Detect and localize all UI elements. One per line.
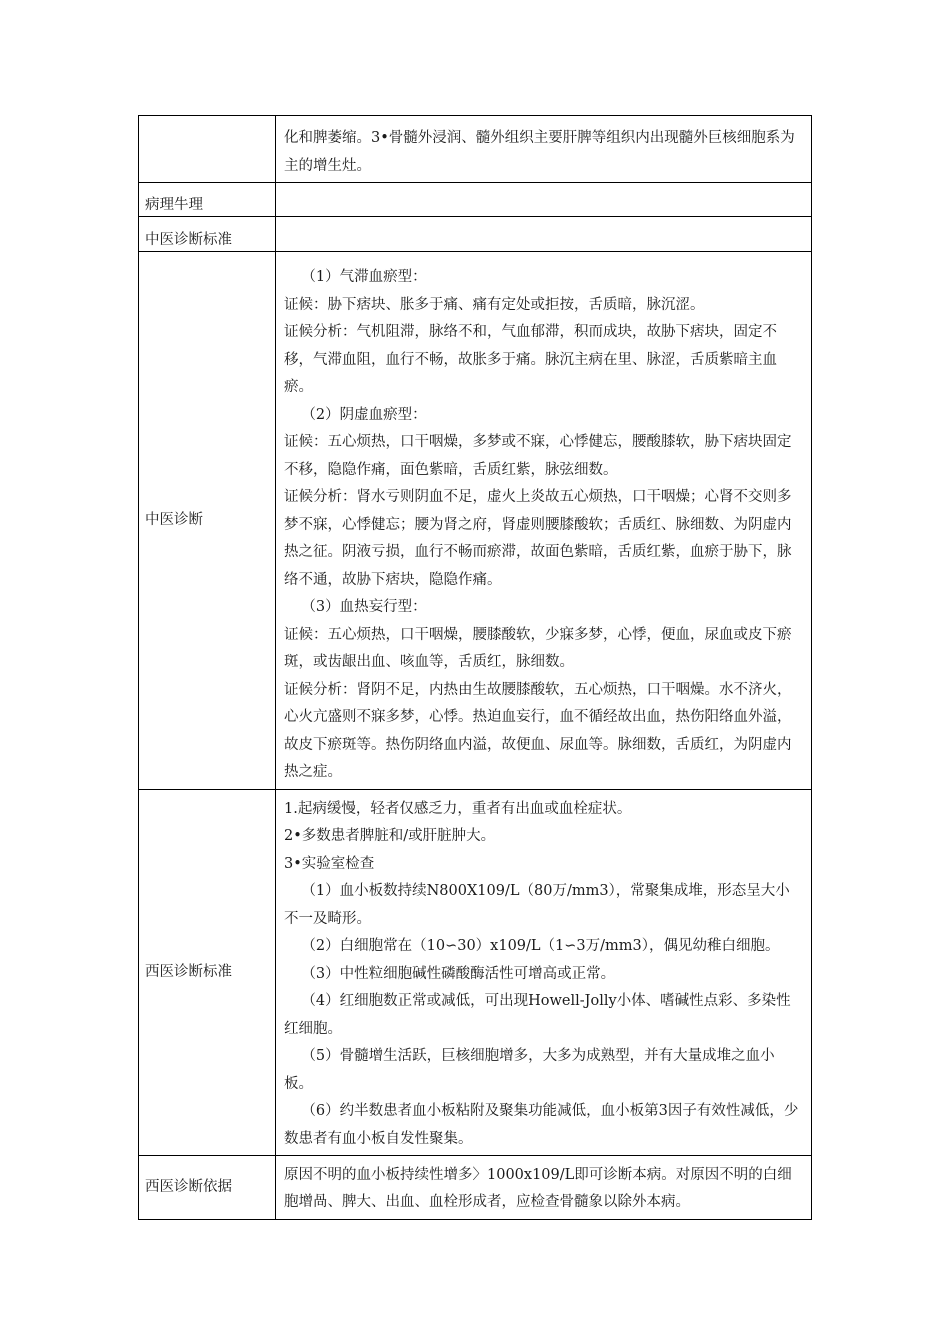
paragraph: 原因不明的血小板持续性增多〉1000x109/L即可诊断本病。对原因不明的白细胞增咼、脾大、出血、血栓形成者，应检查骨髓象以除外本病。 [284,1166,792,1210]
row-label-cell [139,252,276,790]
row-content-cell [276,116,812,183]
row-label-cell [139,1155,276,1219]
row-label-cell [139,116,276,183]
paragraph: （6）约半数患者血小板粘附及聚集功能减低，血小板第3因子有效性减低，少数患者有血小板自发性聚集。 [284,1103,799,1147]
paragraph: 证候分析：肾水亏则阴血不足，虚火上炎故五心烦热，口干咽燥；心肾不交则多梦不寐，心悸健忘；腰为肾之府，肾虚则腰膝酸软；舌质红、脉细数、为阴虚内热之征。阴液亏损，血行不畅而瘀滞，故面色紫暗，舌质红紫，血瘀于胁下，脉络不通，故胁下痞块，隐隐作痛。 [284,489,792,588]
table-row [139,789,812,1155]
document-table [138,115,812,1220]
paragraph: 证候分析：气机阻滞，脉络不和，气血郁滞，积而成块，故胁下痞块，固定不移，气滞血阻，血行不畅，故胀多于痛。脉沉主病在里、脉涩，舌质紫暗主血瘀。 [284,324,777,395]
table-row [139,183,812,217]
paragraph: 证候：五心烦热，口干咽燥，多梦或不寐，心悸健忘，腰酸膝软，胁下痞块固定不移，隐隐作痛，面色紫暗，舌质红紫，脉弦细数。 [284,434,792,478]
row-label: 西医诊断标准 [145,964,232,980]
row-label: 中医诊断标准 [145,232,232,248]
paragraph: 3•实验室检查 [284,855,375,872]
row-content-cell [276,183,812,217]
paragraph: （1）血小板数持续N800X109/L（80万/mm3），常聚集成堆，形态呈大小不一及畸形。 [284,883,790,927]
row-label: 病理牛理 [145,197,203,213]
paragraph: 证候分析：肾阴不足，内热由生故腰膝酸软，五心烦热，口干咽燥。水不济火，心火亢盛则不寐多梦，心悸。热迫血妄行，血不循经故出血，热伤阳络血外溢，故皮下瘀斑等。热伤阴络血内溢，故便血、尿血等。脉细数，舌质红，为阴虚内热之症。 [284,681,792,780]
paragraph: （4）红细胞数正常或减低，可出现Howell-Jolly小体、嗜碱性点彩、多染性红细胞。 [284,993,791,1037]
paragraph: 证候：五心烦热，口干咽燥，腰膝酸软，少寐多梦，心悸，便血，尿血或皮下瘀斑，或齿龈出血、咳血等，舌质红，脉细数。 [284,626,792,670]
paragraph: （2）白细胞常在（10∽30）x109/L（1∽3万/mm3），偶见幼稚白细胞。 [301,938,780,954]
table-row [139,252,812,790]
row-label-cell [139,789,276,1155]
row-content-cell [276,252,812,790]
paragraph: （3）血热妄行型： [301,599,427,615]
row-label: 西医诊断依据 [145,1179,232,1195]
row-content-cell [276,1155,812,1219]
paragraph: （2）阴虚血瘀型： [301,406,427,423]
table-row [139,116,812,183]
row-label-cell [139,217,276,252]
paragraph: （5）骨髓增生活跃，巨核细胞增多，大多为成熟型，并有大量成堆之血小板。 [284,1048,775,1092]
paragraph: （3）中性粒细胞碱性磷酸酶活性可增高或正常。 [301,965,616,982]
table-row [139,217,812,252]
paragraph: 1.起病缓慢，轻者仅感乏力，重者有出血或血栓症状。 [284,800,632,817]
table-row [139,1155,812,1219]
paragraph: 化和脾萎缩。3•骨髓外浸润、髓外组织主要肝脾等组织内出现髓外巨核细胞系为主的增生灶。 [284,130,795,174]
paragraph: （1）气滞血瘀型： [301,269,427,285]
row-label: 中医诊断 [145,512,203,529]
paragraph: 2•多数患者脾脏和/或肝脏肿大。 [284,828,496,844]
row-content-cell [276,217,812,252]
row-label-cell [139,183,276,217]
row-content-cell [276,789,812,1155]
paragraph: 证候：胁下痞块、胀多于痛、痛有定处或拒按，舌质暗，脉沉涩。 [284,296,705,313]
